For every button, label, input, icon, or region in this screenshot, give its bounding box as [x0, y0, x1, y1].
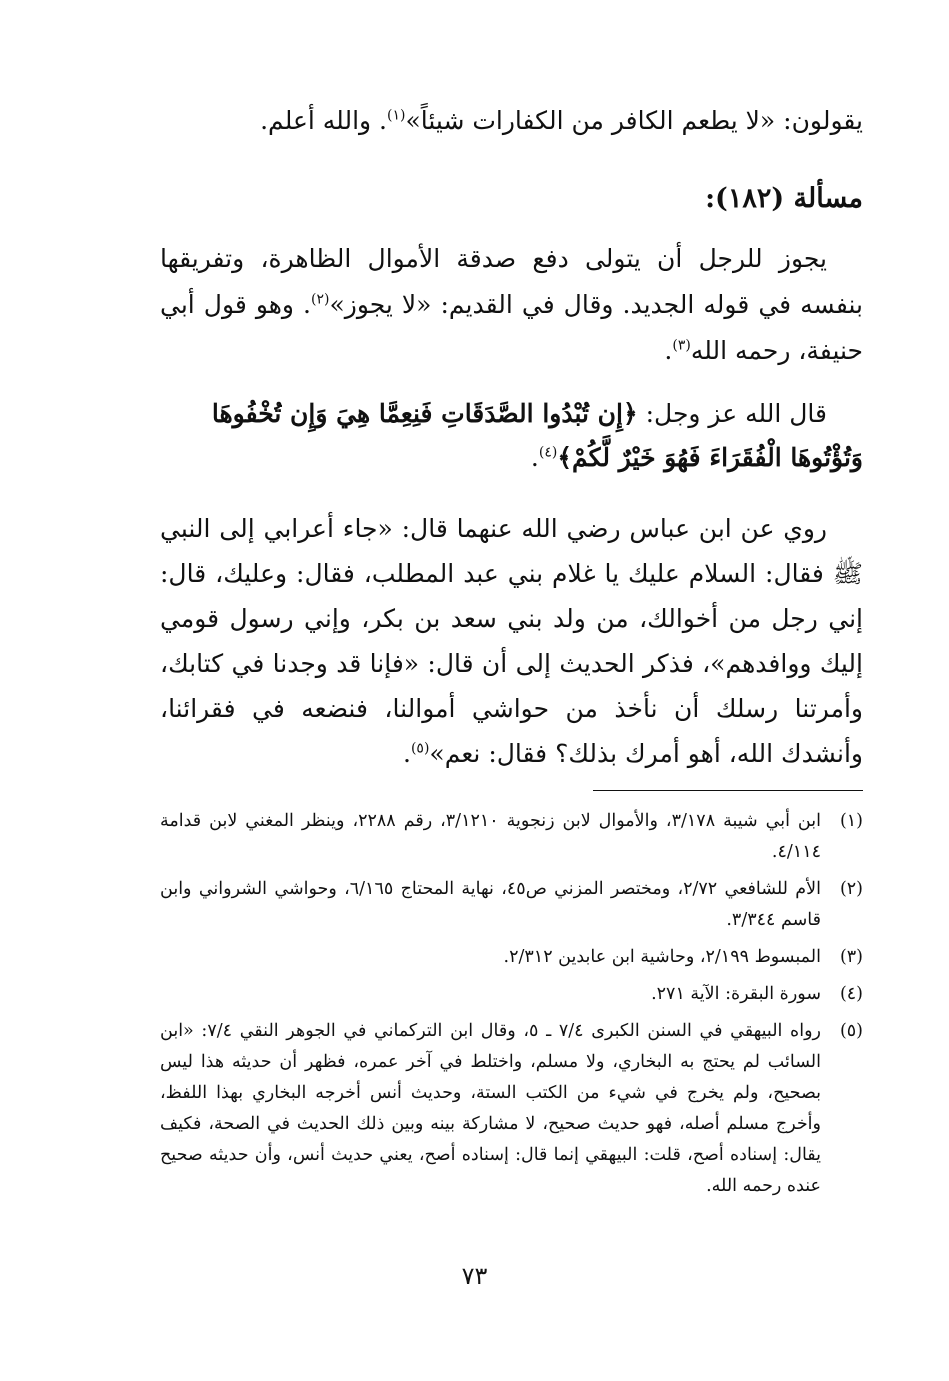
continuation-line	[160, 98, 863, 144]
section-heading: مسألة (١٨٢):	[705, 183, 863, 214]
footnote-number: (٥)	[839, 1021, 863, 1041]
footnote-ref-3[interactable]: (٣)	[672, 337, 691, 354]
footnote-text: الأم للشافعي ٢/٧٢، ومختصر المزني ص٤٥، نهاية المحتاج ٦/١٦٥، وحواشي الشرواني وابن قاسم ٣/٣٤٤.	[160, 879, 821, 930]
footnote-ref-1[interactable]: (١)	[387, 107, 406, 124]
quran-intro: قال الله عز وجل:	[637, 399, 827, 428]
footnote-2	[160, 874, 863, 936]
footnote-separator	[593, 790, 863, 791]
quran-paragraph	[160, 392, 863, 480]
footnotes	[160, 806, 863, 1208]
footnote-number: (٢)	[839, 879, 863, 899]
footnote-3	[160, 942, 863, 973]
hadith-text: روي عن ابن عباس رضي الله عنهما قال: «جاء أعرابي إلى النبي ﷺ فقال: السلام عليك يا غلام بني عبد المطلب، فقال: وعليك، قال: إني رجل من أخوالك، من ولد بني سعد بن بكر، وإني رسول قومي إليك ووافدهم»، فذكر الحديث إلى أن قال: «فإنا قد وجدنا في كتابك، وأمرتنا رسلك أن نأخذ من حواشي أموالنا، فنضعه في فقرائنا، وأنشدك الله، أهو أمرك بذلك؟ فقال: نعم»	[160, 514, 863, 768]
hadith-paragraph	[160, 506, 863, 776]
paragraph1-end: .	[664, 336, 673, 365]
hadith-end: .	[403, 739, 411, 768]
footnote-ref-4[interactable]: (٤)	[538, 444, 558, 461]
footnote-text: ابن أبي شيبة ٣/١٧٨، والأموال لابن زنجوية ٣/١٢١٠، رقم ٢٢٨٨، وينظر المغني لابن قدامة ٤/١١٤.	[160, 811, 821, 862]
paragraph-zakat-ruling	[160, 236, 863, 374]
quran-verse: ﴿إِن تُبْدُوا الصَّدَقَاتِ فَنِعِمَّا هِيَ وَإِن تُخْفُوهَا وَتُؤْتُوهَا الْفُقَرَاءَ فَهُوَ خَيْرٌ لَّكُمْ﴾	[211, 399, 863, 472]
footnote-number: (٣)	[839, 947, 863, 967]
footnote-text: سورة البقرة: الآية ٢٧١.	[651, 984, 821, 1004]
footnote-ref-5[interactable]: (٥)	[410, 740, 430, 757]
footnote-4	[160, 979, 863, 1010]
paragraph1-part1: يجوز للرجل أن يتولى دفع صدقة الأموال الظاهرة، وتفريقها بنفسه في قوله الجديد. وقال في القديم: «لا يجوز»	[160, 244, 863, 319]
footnote-text: المبسوط ٢/١٩٩، وحاشية ابن عابدين ٢/٣١٢.	[503, 947, 821, 967]
continuation-text: يقولون: «لا يطعم الكافر من الكفارات شيئاً»	[405, 106, 863, 135]
page-number: ٧٣	[461, 1262, 488, 1290]
quran-end: .	[530, 443, 539, 472]
footnote-number: (١)	[839, 811, 863, 831]
footnote-text: رواه البيهقي في السنن الكبرى ٧/٤ ـ ٥، وقال ابن التركماني في الجوهر النقي ٧/٤: «ابن السائب لم يحتج به البخاري، ولا مسلم، واختلط في آخر عمره، فظهر أن حديثه هذا ليس بصحيح، ولم يخرج في شيء من الكتب الستة، وحديث أنس أخرجه البخاري بهذا اللفظ، وأخرج مسلم أصله، فهو حديث صحيح، لا مشاركة بينه وبين ذلك الحديث في الصحة، فكيف يقال: إسناده أصح، قلت: البيهقي إنما قال: إسناده أصح، يعني حديث أنس، وأن حديثه صحيح عنده رحمه الله.	[160, 1021, 821, 1196]
paragraph1-part2: . وهو قول أبي حنيفة، رحمه الله	[160, 290, 863, 365]
footnote-5	[160, 1016, 863, 1202]
continuation-end: . والله أعلم.	[260, 106, 387, 135]
footnote-1	[160, 806, 863, 868]
footnote-number: (٤)	[839, 984, 863, 1004]
footnote-ref-2[interactable]: (٢)	[311, 291, 330, 308]
